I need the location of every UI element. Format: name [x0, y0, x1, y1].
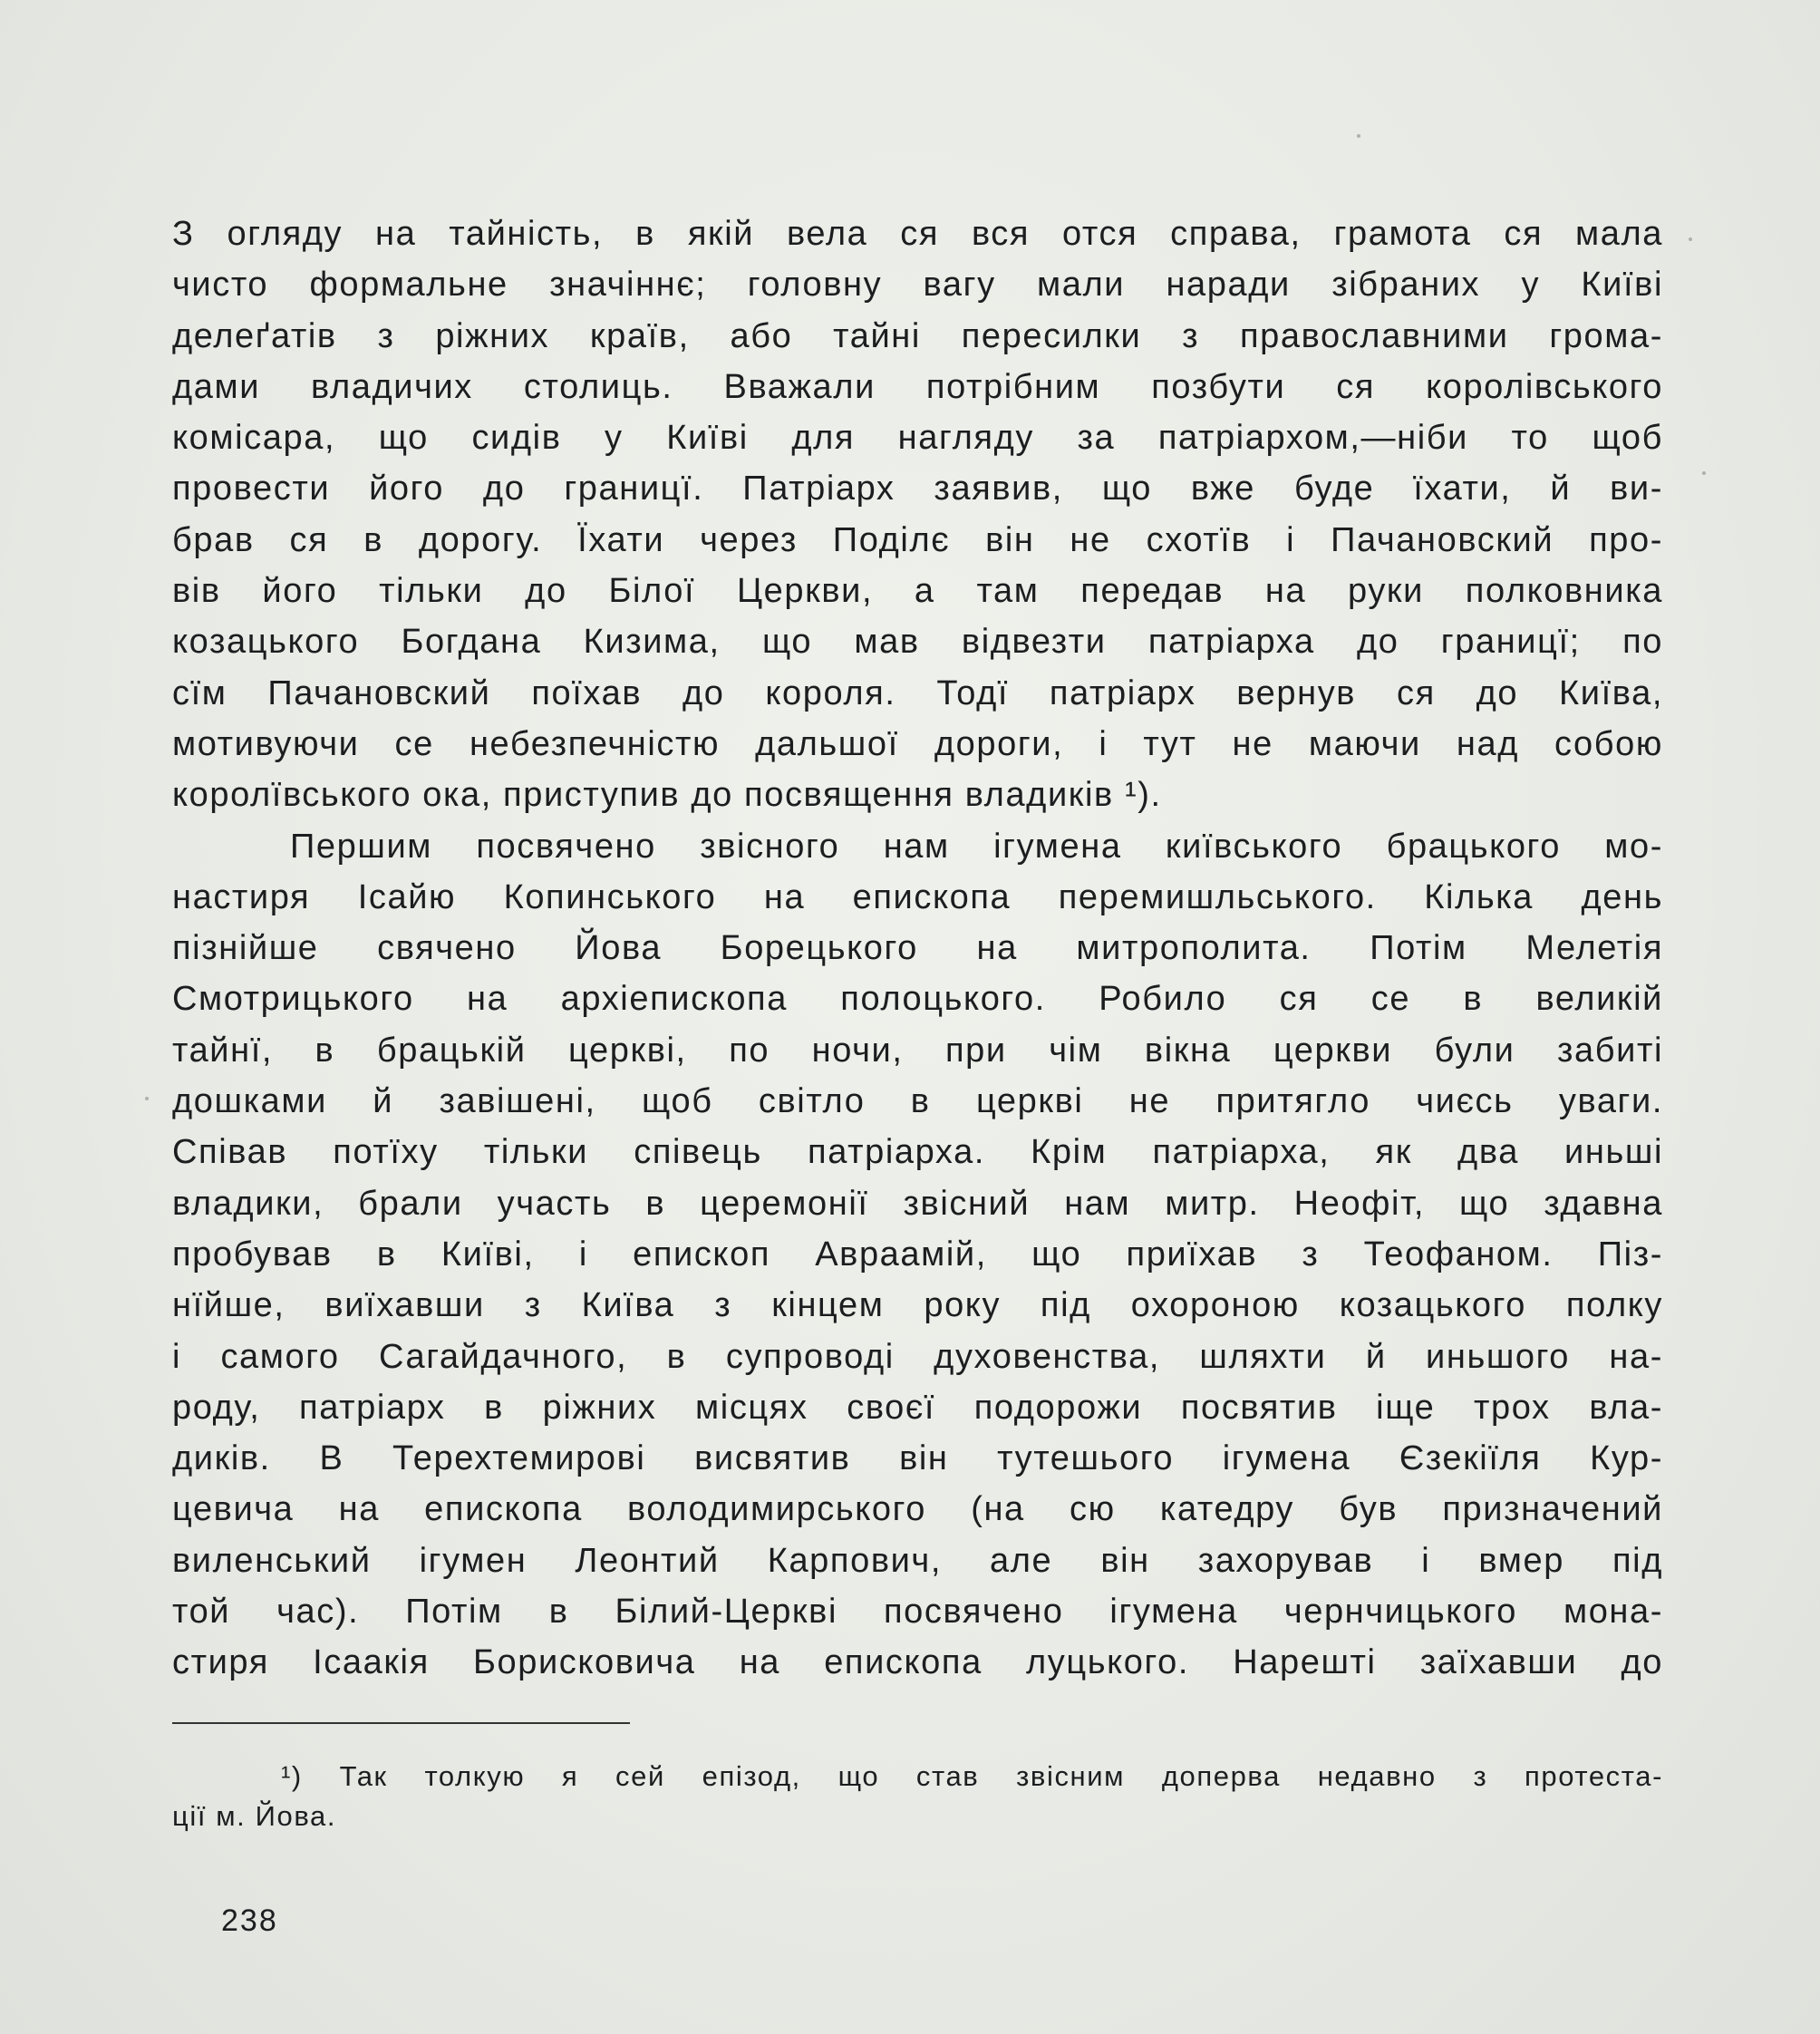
text-line: пробував в Київі, і епископ Авраамій, що приїхав з Теофаном. Піз-: [172, 1235, 1663, 1274]
text-line: вів його тільки до Білої Церкви, а там передав на руки полковника: [172, 572, 1663, 611]
footnote-separator: [172, 1722, 630, 1724]
paper-speck: [1702, 471, 1706, 475]
footnote-line: ції м. Йова.: [172, 1800, 337, 1832]
text-line: комісара, що сидів у Київі для нагляду за патріархом,—ніби то щоб: [172, 419, 1663, 458]
page-number: 238: [221, 1903, 278, 1938]
text-line: стиря Ісаакія Борисковича на епископа луцького. Нарешті заїхавши до: [172, 1643, 1663, 1682]
text-line: чисто формальне значіннє; головну вагу мали наради зібраних у Київі: [172, 266, 1663, 305]
text-line: дошками й завішені, щоб світло в церкві не притягло чиєсь уваги.: [172, 1082, 1663, 1121]
text-line: Смотрицького на архіепископа полоцького. Робило ся се в великій: [172, 980, 1663, 1019]
text-line: Співав потїху тільки співець патріарха. Крім патріарха, як два иньші: [172, 1133, 1663, 1172]
text-line: роду, патріарх в ріжних місцях своєї подорожи посвятив іще трох вла-: [172, 1388, 1663, 1427]
text-line: цевича на епископа володимирського (на сю катедру був призначений: [172, 1490, 1663, 1529]
text-line: дами владичих столиць. Вважали потрібним позбути ся королівського: [172, 367, 1663, 406]
text-line: пізнійше свячено Йова Борецького на митрополита. Потім Мелетія: [172, 929, 1663, 968]
text-line: той час). Потім в Білий-Церкві посвячено ігумена чернчицького мона-: [172, 1593, 1663, 1632]
text-line: настиря Ісайю Копинського на епископа перемишльського. Кілька день: [172, 877, 1663, 916]
main-text: [172, 208, 1663, 1689]
text-line: мотивуючи се небезпечністю дальшої дороги, і тут не маючи над собою: [172, 724, 1663, 763]
text-line: нїйше, виїхавши з Київа з кінцем року під охороною козацького полку: [172, 1286, 1663, 1325]
text-line: делеґатів з ріжних країв, або тайні пересилки з православними грома-: [172, 316, 1663, 355]
text-line: і самого Сагайдачного, в супроводі духовенства, шляхти й иньшого на-: [172, 1337, 1663, 1376]
text-line: провести його до границї. Патріарх заявив, що вже буде їхати, й ви-: [172, 470, 1663, 508]
footnote: [172, 1757, 1663, 1836]
paper-speck: [1357, 134, 1360, 138]
paper-speck: [1689, 237, 1692, 241]
text-line: владики, брали участь в церемонії звісний нам митр. Неофіт, що здавна: [172, 1184, 1663, 1223]
text-line: брав ся в дорогу. Їхати через Поділє він не схотїв і Пачановский про-: [172, 520, 1663, 559]
text-line: диків. В Терехтемирові висвятив він тутешього ігумена Єзекіїля Кур-: [172, 1439, 1663, 1478]
text-line: З огляду на тайність, в якій вела ся вся отся справа, грамота ся мала: [172, 215, 1663, 253]
text-line: сїм Пачановский поїхав до короля. Тодї патріарх вернув ся до Київа,: [172, 673, 1663, 712]
text-line: тайнї, в брацькій церкві, по ночи, при чім вікна церкви були забиті: [172, 1031, 1663, 1070]
text-line: королївського ока, приступив до посвящення владиків ¹).: [172, 776, 1162, 815]
text-line: виленський ігумен Леонтий Карпович, але він захорував і вмер під: [172, 1541, 1663, 1580]
text-line: козацького Богдана Кизима, що мав відвезти патріарха до границї; по: [172, 623, 1663, 662]
text-line: Першим посвячено звісного нам ігумена київського брацького мо-: [290, 827, 1663, 866]
paper-speck: [145, 1097, 149, 1100]
footnote-line: ¹) Так толкую я сей епізод, що став звісним доперва недавно з протеста-: [281, 1760, 1663, 1792]
